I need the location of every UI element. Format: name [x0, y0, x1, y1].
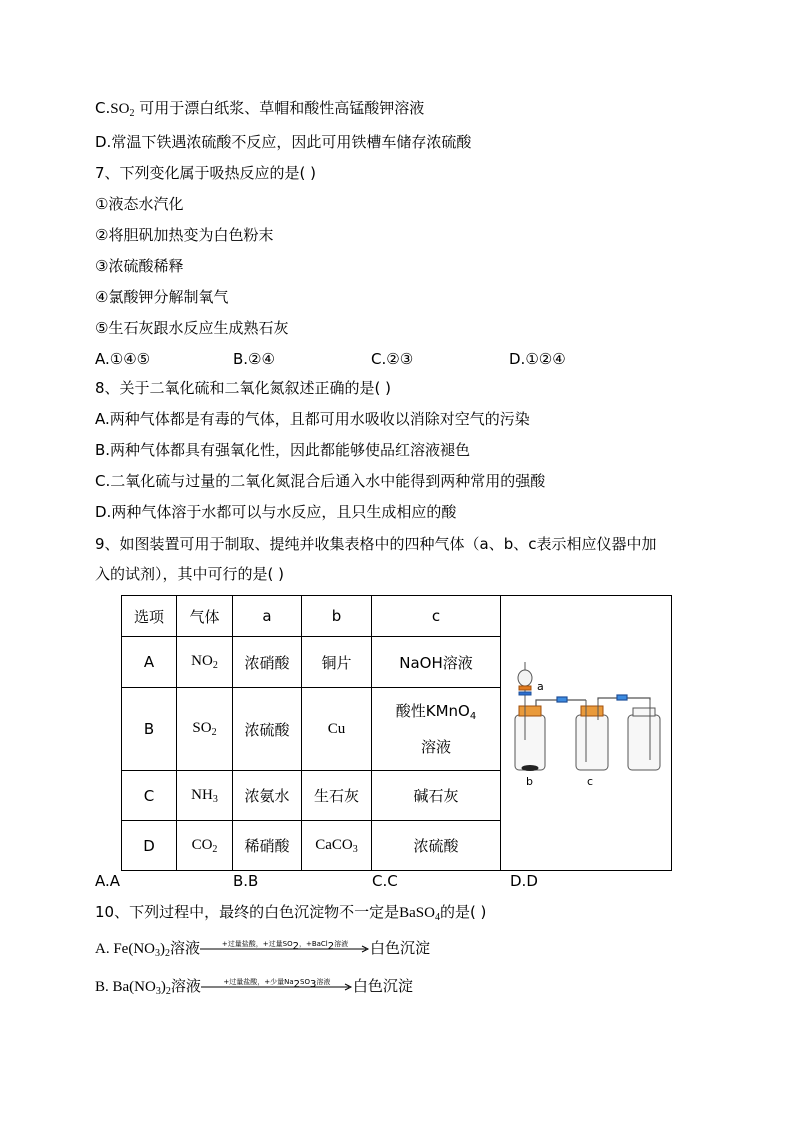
q7-item-1: ①液态水汽化 — [95, 195, 184, 213]
table-header-row — [122, 596, 672, 637]
q7-stem: 7、下列变化属于吸热反应的是( ) — [95, 164, 317, 182]
row-b-reagent-c-line1: 酸性KMnO$_4$ — [395, 702, 477, 722]
q9-stem-line2: 入的试剂），其中可行的是( ) — [95, 565, 284, 583]
row-a-gas: $NO_2$ — [177, 637, 233, 688]
q7-option-a: A.①④⑤ — [95, 350, 151, 368]
q10-a-result: 白色沉淀 — [370, 939, 431, 957]
label-c: c — [587, 775, 594, 788]
q9-option-d: D.D — [510, 872, 538, 890]
q9-option-a: A.A — [95, 872, 121, 890]
q10-a-condition: +过量盐酸，+过量$SO_2$，+BaCl$_2$溶液 — [221, 939, 349, 952]
row-b-reagent-c-line2: 溶液 — [420, 738, 451, 756]
q7-item-2: ②将胆矾加热变为白色粉末 — [95, 226, 274, 244]
q7-option-d: D.①②④ — [509, 350, 566, 368]
row-d-reagent-a: 稀硝酸 — [233, 821, 302, 871]
q10-stem-text: 10、下列过程中，最终的白色沉淀物不一定是 — [95, 903, 400, 921]
header-option: 选项 — [122, 596, 177, 637]
q10-a-reactant: A. $Fe(NO_3)_2$ — [95, 941, 170, 959]
q7-item-5: ⑤生石灰跟水反应生成熟石灰 — [95, 319, 289, 337]
q10-b-solution: 溶液 — [170, 977, 201, 995]
q7-option-c: C.②③ — [371, 350, 414, 368]
header-a: a — [233, 596, 302, 637]
q9-stem-line1: 9、如图装置可用于制取、提纯并收集表格中的四种气体（a、b、c表示相应仪器中加 — [95, 535, 657, 553]
q7-option-b: B.②④ — [233, 350, 275, 368]
row-a-option: A — [122, 637, 177, 688]
row-b-reagent-b: Cu — [302, 688, 372, 771]
q6-c-prefix: C. — [95, 99, 111, 117]
q8-option-c: C.二氧化硫与过量的二氧化氮混合后通入水中能得到两种常用的强酸 — [95, 472, 546, 490]
row-d-reagent-c: 浓硫酸 — [372, 821, 501, 871]
row-d-option: D — [122, 821, 177, 871]
row-c-reagent-a: 浓氨水 — [233, 771, 302, 821]
row-b-gas: $SO_2$ — [177, 688, 233, 771]
header-gas: 气体 — [177, 596, 233, 637]
row-b-reagent-a: 浓硫酸 — [233, 688, 302, 771]
reaction-arrow — [200, 939, 370, 953]
row-c-reagent-b: 生石灰 — [302, 771, 372, 821]
q9-option-c: C.C — [372, 872, 398, 890]
row-c-gas: $NH_3$ — [177, 771, 233, 821]
q8-option-a: A.两种气体都是有毒的气体，且都可用水吸收以消除对空气的污染 — [95, 410, 530, 428]
row-a-reagent-c: NaOH溶液 — [372, 637, 501, 688]
q10-a-solution: 溶液 — [170, 939, 201, 957]
q9-option-b: B.B — [233, 872, 259, 890]
q6-option-c — [95, 97, 424, 125]
q10-stem — [95, 901, 486, 929]
q10-option-b — [95, 975, 413, 1003]
q10-option-a — [95, 937, 430, 965]
connecting-tubes — [536, 695, 650, 706]
q7-item-3: ③浓硫酸稀释 — [95, 257, 184, 275]
flask-b — [515, 700, 545, 771]
row-c-reagent-c: 碱石灰 — [372, 771, 501, 821]
row-b-option: B — [122, 688, 177, 771]
q8-option-d: D.两种气体溶于水都可以与水反应，且只生成相应的酸 — [95, 503, 457, 521]
q8-stem: 8、关于二氧化硫和二氧化氮叙述正确的是( ) — [95, 379, 392, 397]
q10-b-condition: +过量盐酸，+少量$Na_2SO_3$溶液 — [223, 977, 331, 990]
label-b: b — [526, 775, 533, 788]
label-a: a — [537, 680, 544, 693]
reaction-arrow — [201, 977, 353, 991]
q7-item-4: ④氯酸钾分解制氧气 — [95, 288, 229, 306]
row-d-gas: $CO_2$ — [177, 821, 233, 871]
row-c-option: C — [122, 771, 177, 821]
q10-stem-formula: BaSO$_4$ — [399, 905, 440, 923]
q6-c-text: 可用于漂白纸浆、草帽和酸性高锰酸钾溶液 — [139, 99, 425, 117]
q10-b-result: 白色沉淀 — [352, 977, 413, 995]
header-b: b — [302, 596, 372, 637]
bottle-c — [576, 700, 608, 770]
row-a-reagent-a: 浓硝酸 — [233, 637, 302, 688]
header-c: c — [372, 596, 501, 637]
q10-b-reactant: B. $Ba(NO_3)_2$ — [95, 979, 171, 997]
separatory-funnel — [518, 662, 532, 700]
q8-option-b: B.两种气体都具有强氧化性，因此都能够使品红溶液褪色 — [95, 441, 471, 459]
row-b-reagent-c — [372, 688, 501, 771]
q6-option-d: D.常温下铁遇浓硫酸不反应，因此可用铁槽车储存浓硫酸 — [95, 133, 472, 151]
gas-apparatus-diagram — [505, 640, 670, 800]
row-a-reagent-b: 铜片 — [302, 637, 372, 688]
q10-stem-end: 的是( ) — [439, 903, 487, 921]
row-d-reagent-b: CaCO$_3$ — [302, 821, 372, 871]
q6-c-formula: $SO_2$ — [110, 101, 135, 119]
collection-bottle — [628, 700, 660, 770]
